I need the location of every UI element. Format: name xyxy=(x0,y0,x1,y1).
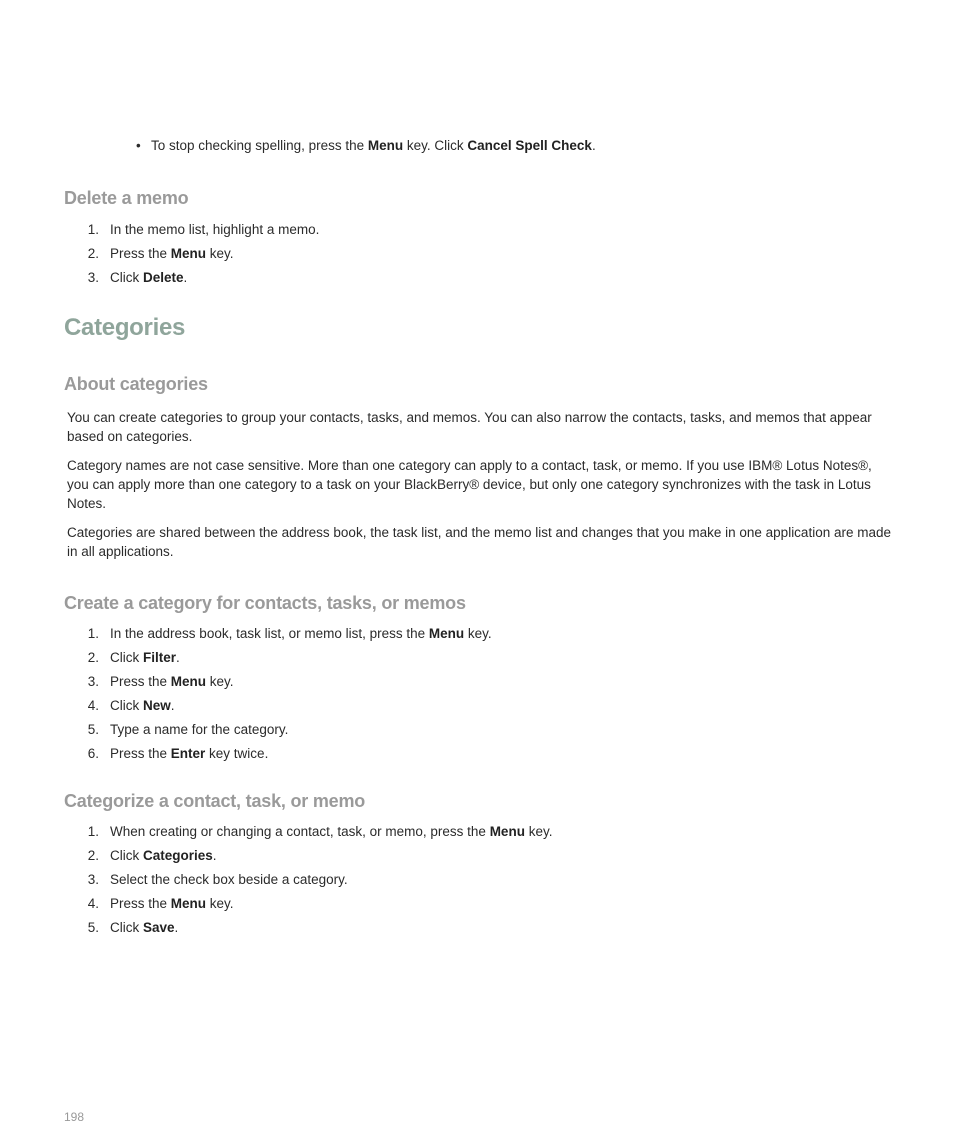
step-text xyxy=(110,721,288,739)
delete-memo-heading: Delete a memo xyxy=(64,188,189,208)
step-number: 2. xyxy=(87,246,99,261)
step-text xyxy=(110,919,178,937)
about-paragraph-3: Categories are shared between the address book, the task list, and the memo list and changes that you make in one application are made in all applications. xyxy=(67,525,891,559)
about-paragraph-2: Category names are not case sensitive. More than one category can apply to a contact, task, or memo. If you use IBM® Lotus Notes®, you can apply more than one category to a task on your BlackBerry® device, but only one category synchronizes with the task in Lotus Notes. xyxy=(67,458,872,511)
step-text xyxy=(110,823,552,841)
step-text-plain: When creating or changing a contact, task, or memo, press the xyxy=(110,824,490,839)
step-text-plain: Click xyxy=(110,270,143,285)
step-number: 1. xyxy=(87,222,99,237)
categorize-heading: Categorize a contact, task, or memo xyxy=(64,791,366,811)
step-text-bold: Menu xyxy=(170,896,207,911)
step-number: 4. xyxy=(87,896,99,911)
step-text-plain: key. xyxy=(524,824,553,839)
step-text-plain: Type a name for the category. xyxy=(110,722,289,737)
step-number: 1. xyxy=(87,824,99,839)
step-text-plain: Press the xyxy=(110,674,171,689)
step-text-bold: Filter xyxy=(143,650,177,665)
step-text-bold: Delete xyxy=(143,270,184,285)
step-number: 5. xyxy=(87,722,99,737)
step-text xyxy=(110,649,180,667)
step-text-plain: . xyxy=(212,848,217,863)
step-text-plain: Click xyxy=(110,848,143,863)
step-text-plain: Press the xyxy=(110,246,171,261)
page-number: 198 xyxy=(64,1110,85,1124)
step-number: 3. xyxy=(87,674,99,689)
step-text-plain: Click xyxy=(110,698,143,713)
step-text-bold: Enter xyxy=(170,746,206,761)
categories-title: Categories xyxy=(64,314,186,341)
step-text-plain: Click xyxy=(110,650,143,665)
step-text-plain: key. xyxy=(206,674,234,689)
step-text-plain: . xyxy=(176,650,180,665)
step-text-plain: key. xyxy=(206,246,234,261)
step-text-plain: . xyxy=(183,270,188,285)
step-text-plain: key twice. xyxy=(205,746,269,761)
step-text-plain: key. xyxy=(206,896,234,911)
step-text xyxy=(110,269,187,287)
step-text-plain: Select the check box beside a category. xyxy=(110,872,348,887)
step-text-plain: In the address book, task list, or memo list, press the xyxy=(110,626,429,641)
step-text-bold: Categories xyxy=(143,848,213,863)
create-category-heading: Create a category for contacts, tasks, or memos xyxy=(64,593,466,613)
about-categories-heading: About categories xyxy=(64,374,208,394)
step-text-plain: key. xyxy=(464,626,492,641)
step-number: 3. xyxy=(87,872,99,887)
step-number: 4. xyxy=(87,698,99,713)
step-text-bold: Menu xyxy=(489,824,525,839)
step-text-bold: New xyxy=(143,698,171,713)
step-number: 5. xyxy=(87,920,99,935)
step-text-bold: Menu xyxy=(170,674,207,689)
step-text-plain: Press the xyxy=(110,746,171,761)
step-text-bold: Menu xyxy=(428,626,465,641)
step-number: 1. xyxy=(87,626,99,641)
step-number: 2. xyxy=(87,650,99,665)
step-text-plain: . xyxy=(174,920,179,935)
step-text xyxy=(110,697,175,715)
step-text xyxy=(110,895,234,913)
step-text-bold: Menu xyxy=(170,246,207,261)
step-text-bold: Save xyxy=(143,920,175,935)
step-text xyxy=(110,847,217,865)
step-text-plain: Click xyxy=(110,920,143,935)
step-text xyxy=(110,245,234,263)
bullet-dot-icon: • xyxy=(136,138,141,153)
step-text-plain: . xyxy=(170,698,175,713)
spell-check-bullet: • To stop checking spelling, press the Menu key. Click Cancel Spell Check. xyxy=(136,138,596,153)
step-text-plain: Press the xyxy=(110,896,171,911)
step-text xyxy=(110,673,234,691)
about-paragraph-1: You can create categories to group your contacts, tasks, and memos. You can also narrow the contacts, tasks, and memos that appear based on categories. xyxy=(67,410,872,444)
step-number: 6. xyxy=(87,746,99,761)
step-text xyxy=(110,625,492,643)
step-text xyxy=(110,221,319,239)
step-text xyxy=(110,745,268,763)
step-number: 2. xyxy=(87,848,99,863)
step-number: 3. xyxy=(87,270,99,285)
step-text xyxy=(110,871,348,889)
step-text-plain: In the memo list, highlight a memo. xyxy=(110,222,320,237)
